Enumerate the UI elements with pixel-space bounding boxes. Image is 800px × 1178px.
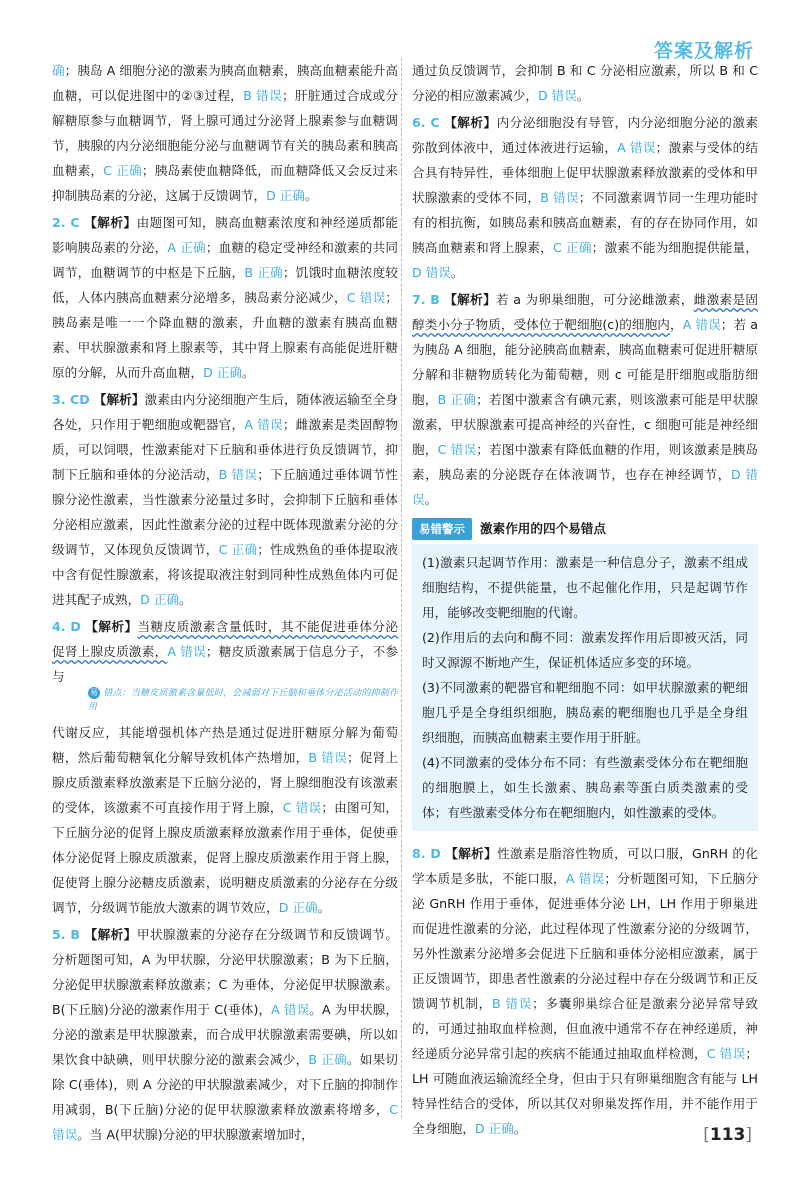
answer-mark: B 错误 [540,190,579,205]
question-number: 5. B [52,926,81,942]
answer-mark: B 正确 [308,1051,347,1067]
text: ；下丘脑通过垂体调节性腺分泌性激素，当性激素分泌量过多时，会抑制下丘脑和垂体分泌相应激素，因此性激素分泌的过程中既体现激素分泌的分级调节，又体现负反馈调节， [52,467,398,557]
answer-mark: A 错误 [244,417,283,432]
tip-title: 激素作用的四个易错点 [480,521,606,536]
text: 由题图可知，胰高血糖素浓度和神经递质都能影响胰岛素的分泌， [52,215,399,255]
answer-mark: B 正确 [244,265,283,280]
text: 激素由内分泌细胞产生后，随体液运输至全身各处，只作用于靶细胞或靶器官， [52,392,398,432]
text: ；血糖的稳定受神经和激素的共同调节，血糖调节的中枢是下丘脑， [52,240,399,280]
text: 。 [317,899,331,915]
tip-box [412,544,758,831]
text: ， [669,317,683,332]
answer-mark: B 错误 [243,88,283,103]
question-4-explanation [52,614,398,689]
left-column [52,58,398,1149]
note-text: 错点：当糖皮质激素含量低时，会减弱对下丘脑和垂体分泌活动的抑制作用 [88,688,398,712]
text: ；糖皮质激素属于信息分子，不参与 [52,644,399,684]
page-header-title: 答案及解析 [653,40,754,62]
text: ；胰岛素使血糖降低，而血糖降低又会反过来抑制胰岛素的分泌，这属于反馈调节， [52,163,399,203]
answer-mark: B 正确 [437,392,477,407]
text: 。 [450,265,464,280]
tip-item: (2)作用后的去向和酶不同：激素发挥作用后即被灭活，同时又源源不断地产生，保证机体适应多变的环境。 [422,630,748,670]
underlined-text: 雌激素是固醇类小分子物质，受体位于靶细胞(c)的细胞内 [412,292,759,332]
answer-mark: D 正确 [266,188,305,203]
answer-mark: B 错误 [218,467,258,482]
text: 甲状腺激素的分泌存在分级调节和反馈调节。分析题图可知，A 为甲状腺，分泌甲状腺激素；B 为下丘脑，分泌促甲状腺激素释放激素；C 为垂体，分泌促甲状腺激素。B(下丘脑)分泌的激素作用于 C(垂体)， [52,926,399,1017]
question-number: 7. B [412,292,440,307]
question-7-explanation [412,287,758,512]
text: 。 [513,1121,527,1136]
answer-mark: D 正确 [203,365,243,380]
question-6-explanation [412,110,758,285]
text: 内分泌细胞没有导管，内分泌细胞分泌的激素弥散到体液中，通过体液进行运输， [412,115,759,155]
tip-header [412,518,758,540]
text: ；激素与受体的结合具有特异性，垂体细胞上促甲状腺激素释放激素的受体和甲状腺激素的受体不同， [412,140,759,205]
text: 性激素是脂溶性物质，可以口服，GnRH 的化学本质是多肽，不能口服， [412,846,759,886]
answer-mark: C 正确 [218,542,258,557]
question-5-explanation-cont [412,58,758,108]
answer-mark: D 正确 [140,592,180,607]
analysis-tag: 【解析】 [93,392,145,407]
answer-mark: A 错误 [271,1001,310,1017]
analysis-tag: 【解析】 [83,215,137,230]
right-column [412,58,758,1143]
answer-mark: 确 [52,63,65,78]
text: ；饥饿时血糖浓度较低，人体内胰高血糖素分泌增多，胰岛素分泌减少， [52,265,399,305]
text: ；促肾上腺皮质激素释放激素是下丘脑分泌的，肾上腺细胞没有该激素的受体，该激素不可直接作用于肾上腺， [52,749,398,815]
text: 。 [576,88,590,103]
answer-mark: D 错误 [412,467,759,507]
question-5-explanation [52,922,398,1147]
question-number: 2. C [52,215,80,230]
answer-mark: A 错误 [682,317,721,332]
analysis-tag: 【解析】 [84,926,137,942]
text: ；若 a 为胰岛 A 细胞，能分泌胰高血糖素，胰高血糖素可促进肝糖原分解和非糖物质转化为葡萄糖，则 c 可能是肝细胞或脂肪细胞， [412,317,758,407]
text: ；多囊卵巢综合征是激素分泌异常导致的，可通过抽取血样检测，但血液中通常不存在神经递质，神经递质分泌异常引起的疾病不能通过抽取血样检测， [412,996,759,1061]
question-3-explanation [52,387,398,612]
text: ；肝脏通过合成或分解糖原参与血糖调节，肾上腺可通过分泌肾上腺素参与血糖调节，胰腺的内分泌细胞能分泌与血糖调节有关的胰岛素和胰高血糖素， [52,88,398,178]
text: ；由图可知，下丘脑分泌的促肾上腺皮质激素释放激素作用于垂体，促使垂体分泌促肾上腺皮质激素，促肾上腺皮质激素作用于肾上腺，促使肾上腺分泌糖皮质激素，说明糖皮质激素的分泌存在分级调节，分级调节能放大激素的调节效应， [52,799,399,915]
answer-mark: B 错误 [308,749,347,765]
text: ；LH 可随血液运输流经全身，但由于只有卵巢细胞含有能与 LH 特异性结合的受体，所以其仅对卵巢发挥作用，并不能作用于全身细胞， [412,1046,759,1136]
margin-note [88,687,398,714]
question-number: 6. C [412,115,440,130]
text: ；雌激素是类固醇物质，可以饲喂，性激素能对下丘脑和垂体进行负反馈调节，抑制下丘脑和垂体的分泌活动， [52,417,399,482]
text: ；若图中激素含有碘元素，则该激素可能是甲状腺激素，甲状腺激素可提高神经的兴奋性，c 细胞可能是神经细胞， [412,392,759,457]
text: 代谢反应，其能增强机体产热是通过促进肝糖原分解为葡萄糖，然后葡萄糖氧化分解导致机体产热增加， [52,724,398,765]
text: ；若图中激素有降低血糖的作用，则该激素是胰岛素，胰岛素的分泌既存在体液调节，也存在神经调节， [412,442,759,482]
answer-mark: B 错误 [492,996,533,1011]
question-8-explanation [412,841,758,1141]
answer-mark: C 错误 [346,290,386,305]
underlined-text: 当糖皮质激素含量低时，其不能促进垂体分泌促肾上腺皮质激素， [52,619,399,659]
analysis-tag: 【解析】 [443,292,497,307]
answer-mark: C 错误 [52,1101,398,1142]
question-number: 3. CD [52,392,90,407]
text: 。当 A(甲状腺)分泌的甲状腺激素增加时， [77,1126,314,1142]
text: 通过负反馈调节，会抑制 B 和 C 分泌相应激素，所以 B 和 C 分泌的相应激素减少， [412,63,758,103]
tip-item: (1)激素只起调节作用：激素是一种信息分子，激素不组成细胞结构，不提供能量，也不起催化作用，只是起调节作用，能够改变靶细胞的代谢。 [422,555,748,620]
tip-item: (3)不同激素的靶器官和靶细胞不同：如甲状腺激素的靶细胞几乎是全身组织细胞，胰岛素的靶细胞也几乎是全身组织细胞，而胰高血糖素主要作用于肝脏。 [422,680,748,745]
text: 。 [242,365,255,380]
text: 。 [304,188,318,203]
answer-mark: C 错误 [706,1046,746,1061]
continuation-paragraph [52,58,398,208]
column-divider [401,58,402,1118]
page-number: [113] [703,1125,752,1145]
answer-mark: D 正确 [474,1121,514,1136]
text: ；胰岛 A 细胞分泌的激素为胰高血糖素，胰高血糖素能升高血糖，可以促进图中的②③过程， [52,63,399,103]
answer-mark: C 正确 [552,240,592,255]
question-4-explanation-cont [52,720,398,920]
text: 。如果切除 C(垂体)，则 A 分泌的甲状腺激素减少，对下丘脑的抑制作用减弱，B(下丘脑)分泌的促甲状腺激素释放激素将增多， [52,1051,398,1117]
page-number-value: 113 [709,1125,746,1145]
text: ；胰岛素是唯一一个降血糖的激素，升血糖的激素有胰高血糖素、甲状腺激素和肾上腺素等，其中肾上腺素有高能促进肝糖原的分解，从而升高血糖， [52,290,399,380]
question-number: 4. D [52,619,81,634]
tip-item: (4)不同激素的受体分布不同：有些激素受体分布在靶细胞的细胞膜上，如生长激素、胰岛素等蛋白质类激素的受体；有些激素受体分布在靶细胞内，如性激素的受体。 [422,755,748,820]
answer-mark: A 错误 [617,140,656,155]
question-2-explanation [52,210,398,385]
text: ；分析题图可知，下丘脑分泌 GnRH 作用于垂体，促进垂体分泌 LH，LH 作用于卵巢进而促进性激素的分泌，此过程体现了性激素分泌的分级调节，另外性激素分泌增多会促进下丘脑和垂体分泌相应激素，属于正反馈调节，即患者性激素的分泌过程中存在分级调节和正反馈调节机制， [412,871,759,1011]
note-badge-icon: 易 [90,688,98,697]
answer-mark: A 错误 [167,644,206,659]
answer-mark: C 错误 [437,442,477,457]
analysis-tag: 【解析】 [444,846,498,861]
answer-mark: C 正确 [103,163,142,178]
tip-badge: 易错警示 [412,518,472,540]
answer-mark: D 正确 [278,899,318,915]
text: ；不同激素调节同一生理功能时有的相抗衡，如胰岛素和胰高血糖素，有的存在协同作用，如胰高血糖素和肾上腺素， [412,190,759,255]
text: 。A 为甲状腺，分泌的激素是甲状腺激素，而合成甲状腺激素需要碘，所以如果饮食中缺碘，则甲状腺分泌的激素会减少， [52,1001,399,1067]
text: 。 [424,492,438,507]
answer-mark: A 错误 [565,871,605,886]
text: ；激素不能为细胞提供能量， [591,240,759,255]
text: 若 a 为卵巢细胞，可分泌雌激素， [496,292,694,307]
answer-mark: D 错误 [537,88,577,103]
answer-mark: A 正确 [167,240,206,255]
question-number: 8. D [412,846,441,861]
analysis-tag: 【解析】 [84,619,138,634]
analysis-tag: 【解析】 [443,115,497,130]
answer-mark: D 错误 [412,265,451,280]
text: 。 [179,592,192,607]
text: ；性成熟鱼的垂体提取液中含有促性腺激素，将该提取液注射到同种性成熟鱼体内可促进其配子成熟， [52,542,399,607]
answer-mark: C 错误 [282,799,322,815]
